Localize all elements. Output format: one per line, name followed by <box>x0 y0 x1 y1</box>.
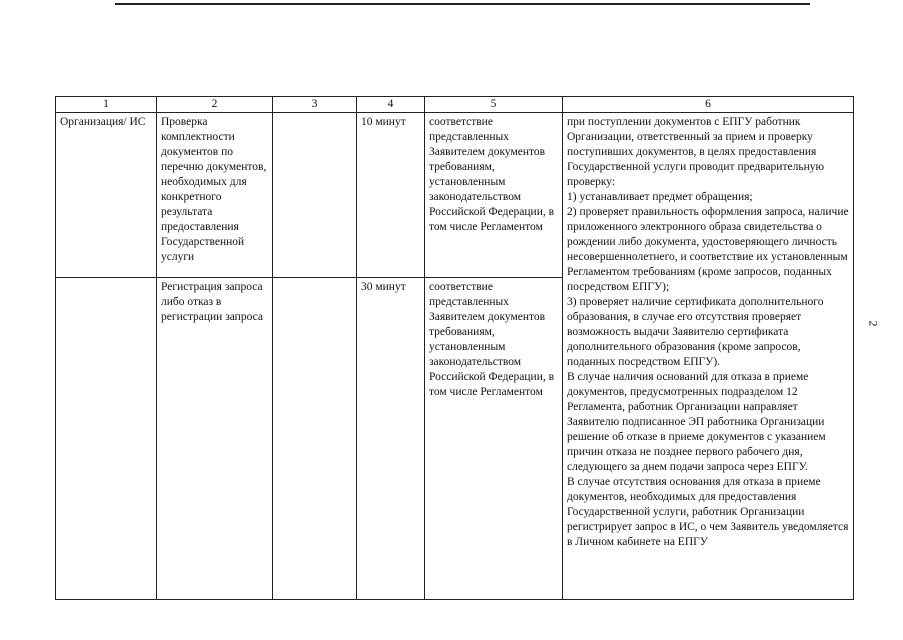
header-col-4: 4 <box>357 97 425 113</box>
top-rule <box>115 3 810 5</box>
row1-procedure: Проверка комплектности документов по перечню документов, необходимых для конкретного результата предоставления Государственной услуги <box>157 113 273 278</box>
result-paragraph: 2) проверяет правильность оформления запроса, наличие приложенного электронного образа свидетельства о рождении либо документа, удостоверяющего личность несовершеннолетнего, и соответствие их установленным Регламентом требованиям (кроме запросов, поданных посредством ЕПГУ); <box>567 206 849 293</box>
result-paragraph: 1) устанавливает предмет обращения; <box>567 191 753 203</box>
row2-col3-empty <box>273 278 357 600</box>
result-paragraph: В случае наличия оснований для отказа в приеме документов, предусмотренных подразделом 12 Регламента, работник Организации направляет Заявителю подписанное ЭП работника Организации решение об отказе в приеме документов с указанием причин отказа не позднее первого рабочего дня, следующего за днем подачи запроса через ЕПГУ. <box>567 371 826 473</box>
header-col-1: 1 <box>56 97 157 113</box>
row1-col3-empty <box>273 113 357 278</box>
result-paragraph: 3) проверяет наличие сертификата дополнительного образования, в случае его отсутствия проверяет возможность выдачи Заявителю сертификата дополнительного образования (кроме запросов, поданных посредством ЕПГУ). <box>567 296 824 368</box>
header-row <box>56 97 854 113</box>
header-col-6: 6 <box>563 97 854 113</box>
page-number: 2 <box>866 320 881 327</box>
row2-procedure: Регистрация запроса либо отказ в регистрации запроса <box>157 278 273 600</box>
header-col-5: 5 <box>425 97 563 113</box>
header-col-2: 2 <box>157 97 273 113</box>
procedure-table <box>55 96 854 600</box>
header-col-3: 3 <box>273 97 357 113</box>
result-description <box>563 113 854 600</box>
table-row <box>56 113 854 278</box>
row1-duration: 10 минут <box>357 113 425 278</box>
row2-duration: 30 минут <box>357 278 425 600</box>
row1-organization: Организация/ ИС <box>56 113 157 278</box>
result-paragraph: В случае отсутствия основания для отказа в приеме документов, необходимых для предоставления Государственной услуги, работник Организации регистрирует запрос в ИС, о чем Заявитель уведомляется в Личном кабинете на ЕПГУ <box>567 476 849 548</box>
row1-criteria: соответствие представленных Заявителем документов требованиям, установленным законодательством Российской Федерации, в том числе Регламентом <box>425 113 563 278</box>
row2-col1-empty <box>56 278 157 600</box>
row2-criteria: соответствие представленных Заявителем документов требованиям, установленным законодательством Российской Федерации, в том числе Регламентом <box>425 278 563 600</box>
result-paragraph: при поступлении документов с ЕПГУ работник Организации, ответственный за прием и проверку поступивших документов, в целях предоставления Государственной услуги проводит предварительную проверку: <box>567 116 825 188</box>
